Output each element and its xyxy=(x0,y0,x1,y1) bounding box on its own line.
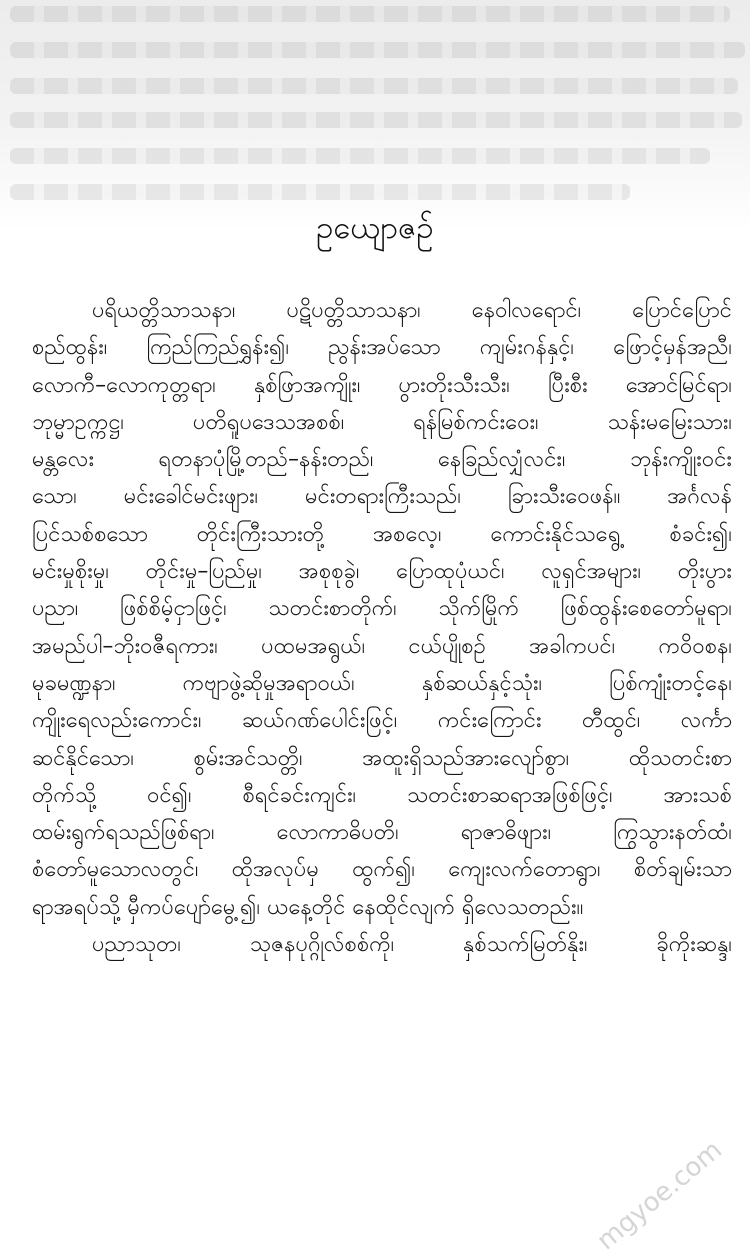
body-paragraph xyxy=(32,292,732,963)
text-line: အမည်ပါ–ဘိုးဝဇီရကား၊ ပထမအရွယ်၊ ငယ်ပျိုစဉ် အခါကပင်၊ ကဝိဝစန၊ xyxy=(32,633,732,659)
bleed-line xyxy=(10,42,745,58)
text-line: သော၊ မင်းခေါင်မင်းဖျား၊ မင်းတရားကြီးသည်၊ ခြားသီးဝေဖန်။ အင်္ဂလန် xyxy=(32,484,732,510)
text-line: စံတော်မူသောလတွင်၊ ထိုအလုပ်မှ ထွက်၍၊ ကျေးလက်တောရွာ၊ စိတ်ချမ်းသာ xyxy=(32,857,732,883)
bleed-through-area xyxy=(0,0,750,230)
text-line: တိုက်သို့ ဝင်၍၊ စီရင်ခင်းကျင်း၊ သတင်းစာဆရာအဖြစ်ဖြင့်၊ အားသစ် xyxy=(32,782,732,808)
bleed-line xyxy=(10,184,630,200)
text-line: စည်ထွန်း၊ ကြည်ကြည်ရွှန်း၍၊ ညွန်းအပ်သော ကျမ်းဂန်နှင့်၊ ဖြောင့်မှန်အညီ၊ xyxy=(32,335,732,361)
text-line: မင်းမှုစိုးမှု၊ တိုင်းမှု–ပြည်မှု၊ အစုစုခွဲ၊ ပြောထုပုံယင်၊ လူရှင်အများ၊ တိုးပွား xyxy=(32,559,732,585)
bleed-line xyxy=(10,6,730,22)
text-line: မုခမဏ္ဍနာ၊ ကဗျာဖွဲ့ဆိုမှုအရာဝယ်၊ နှစ်ဆယ်နှင့်သုံး၊ ပြစ်ကျုံးတင့်နေ၊ xyxy=(32,670,732,696)
watermark: mgyoe.com xyxy=(591,1135,728,1256)
text-line: ကျိုးရေလည်းကောင်း၊ ဆယ်ဂဏ်ပေါင်းဖြင့်၊ ကင်းကြောင်း တီထွင်၊ လင်္ကာ xyxy=(32,708,732,734)
text-line: လောကီ–လောကုတ္တရာ၊ နှစ်ဖြာအကျိုး၊ ပွားတိုးသီးသီး၊ ပြီးစီး အောင်မြင်ရာ၊ xyxy=(32,372,732,398)
text-line: ပညာသုတ၊ သုဇနပုဂ္ဂိုလ်စစ်ကို၊ နှစ်သက်မြတ်နိုး၊ ခိုကိုးဆန္ဒ၊ xyxy=(92,932,732,958)
bleed-line xyxy=(10,112,742,128)
page-title: ဥယျောဇဉ် xyxy=(316,210,434,246)
bleed-line xyxy=(10,148,710,164)
text-line: ပရိယတ္တိသာသနာ၊ ပဋိပတ္တိသာသနာ၊ နေဝါလရောင်၊ ပြောင်ပြောင် xyxy=(92,298,732,323)
text-line: ပြင်သစ်စသော တိုင်းကြီးသားတို့ အစလေ့၊ ကောင်းနိုင်သရွေ့ စံခင်း၍၊ xyxy=(32,521,732,547)
text-line: ဘုမ္မာဥက္ကဋ္ဌ၊ ပတိရူပဒေသအစစ်၊ ရန်မြစ်ကင်းဝေး၊ သန်းမမြေးသား၊ xyxy=(32,409,732,435)
text-line: ရာအရပ်သို့ မှီကပ်ပျော်မွေ့၍၊ ယနေ့တိုင် နေထိုင်လျက် ရှိလေသတည်း။ xyxy=(32,894,584,920)
bleed-line xyxy=(10,78,738,94)
text-line: မန္တလေး ရတနာပုံမြို့တည်–နန်းတည်၊ နေခြည်လျှံလင်း၊ ဘုန်းကျိုးဝင်း xyxy=(32,447,732,473)
text-line: ဆင်နိုင်သော၊ စွမ်းအင်သတ္တိ၊ အထူးရှိသည်အားလျော်စွာ၊ ထိုသတင်းစာ xyxy=(32,745,732,771)
text-line: ထမ်းရွက်ရသည်ဖြစ်ရာ၊ လောကာဓိပတိ၊ ရာဇာဓိဖျား၊ ကြွသွားနတ်ထံ၊ xyxy=(32,820,732,846)
text-line: ပညာ၊ ဖြစ်စိမ့်ငှာဖြင့်၊ သတင်းစာတိုက်၊ သိုက်မြိုက် ဖြစ်ထွန်းစေတော်မူရာ၊ xyxy=(32,596,732,622)
